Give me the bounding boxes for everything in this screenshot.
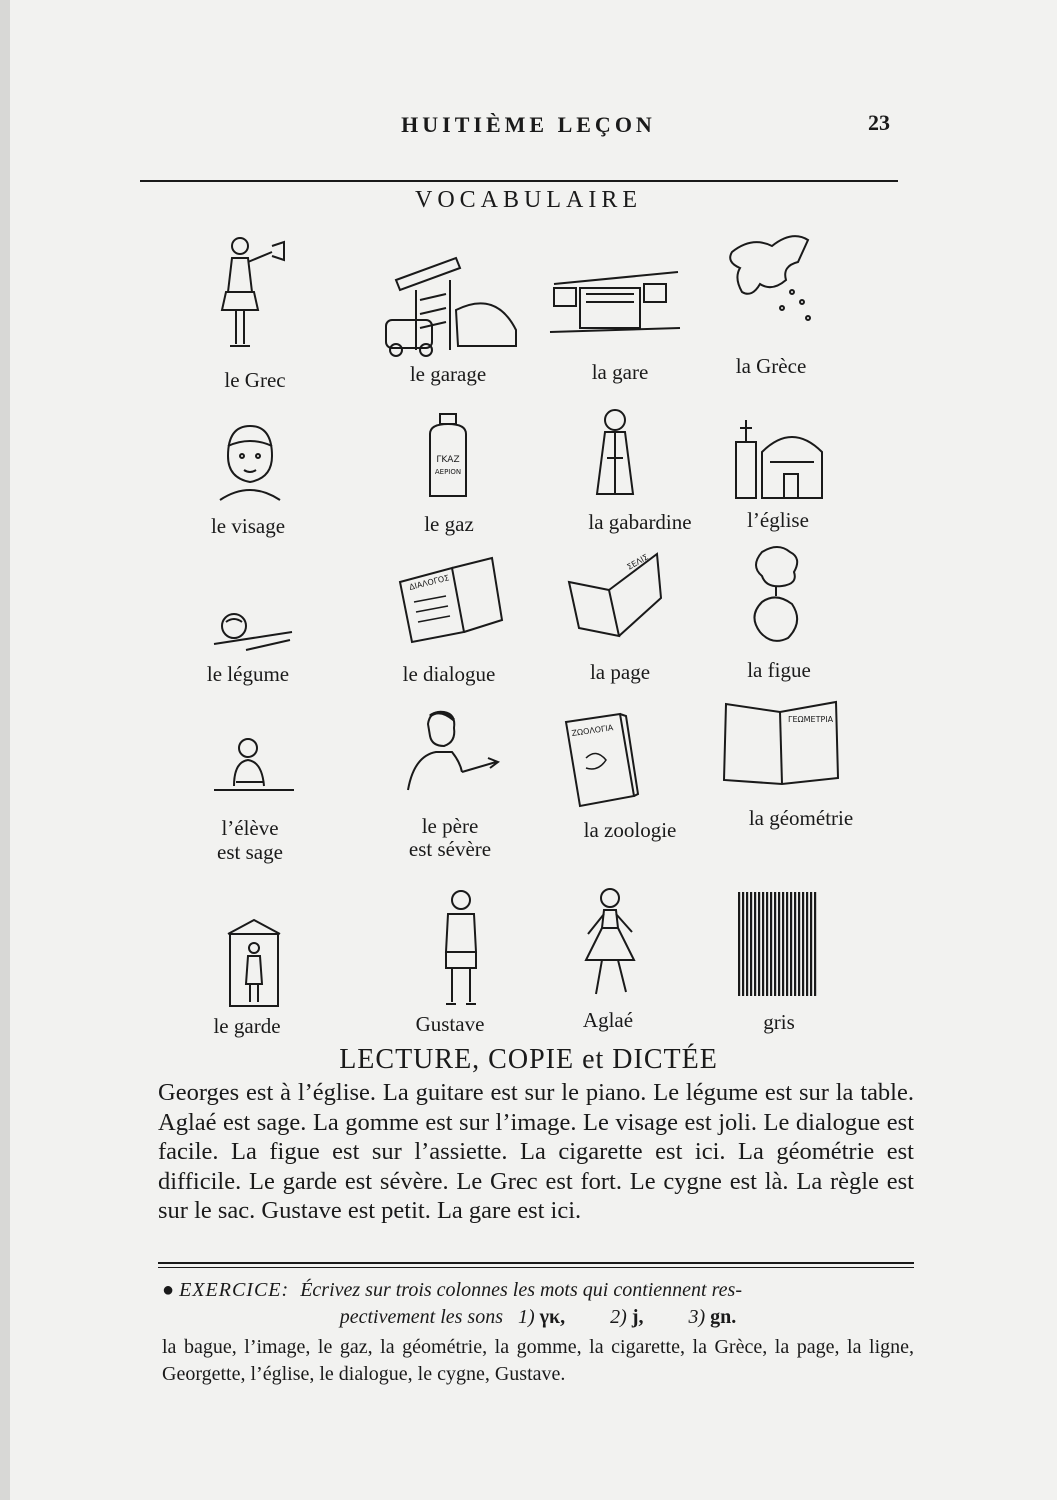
vocab-label: gris xyxy=(763,1010,795,1034)
vocab-label-line2: est sévère xyxy=(408,837,492,861)
vocab-item-la-geometrie xyxy=(720,698,890,848)
vocab-item-le-grec xyxy=(190,232,360,392)
lecture-paragraph: Georges est à l’église. La guitare est sur le piano. Le légume est sur la table. Aglaé est sage. La gomme est sur l’image. Le visage est joli. Le dialogue est facile. La figue est sur l’assiette. La cigarette est ici. La géométrie est difficile. Le garde est sévère. Le Grec est fort. Le cygne est là. La règle est sur le sac. Gustave est petit. La gare est ici. xyxy=(158,1079,914,1224)
exercise-sounds xyxy=(162,1306,914,1329)
vocabulary-title: VOCABULAIRE xyxy=(415,187,642,213)
sound-3: gn. xyxy=(710,1306,737,1328)
svg-text:ΔΙΑΛΟΓΟΣ: ΔΙΑΛΟΓΟΣ xyxy=(408,573,451,592)
vocab-label-line2: est sage xyxy=(217,840,283,864)
header-rule xyxy=(140,180,898,182)
vocab-label: la figue xyxy=(747,658,811,682)
geometry-book-icon xyxy=(720,698,844,788)
vocab-label: Gustave xyxy=(415,1012,485,1036)
vocab-label: Aglaé xyxy=(582,1008,634,1032)
vocab-item-gris xyxy=(738,892,908,1042)
raincoat-woman-icon xyxy=(585,404,645,504)
vocab-label: le visage xyxy=(210,514,286,538)
zoology-book-icon xyxy=(562,712,642,808)
vocab-item-la-gare xyxy=(540,258,710,408)
page-number: 23 xyxy=(868,110,890,135)
vocab-label: la géométrie xyxy=(748,806,854,830)
guard-in-sentry-box-icon xyxy=(224,918,284,1008)
girl-face-icon xyxy=(206,416,296,506)
sound-2-number: 2) xyxy=(610,1306,627,1328)
bullet-icon: ● xyxy=(162,1279,175,1301)
vocab-label: le garde xyxy=(213,1014,281,1038)
vocab-label-line1: le père xyxy=(421,814,479,838)
vocab-label: le légume xyxy=(206,662,290,686)
exercise-instruction-cont: pectivement les sons xyxy=(339,1306,503,1328)
gas-bottle-icon xyxy=(418,410,478,504)
vocab-item-le-gaz xyxy=(418,410,588,560)
svg-text:ΓΕΩΜΕΤΡΙΑ: ΓΕΩΜΕΤΡΙΑ xyxy=(788,715,834,724)
greece-map-icon xyxy=(712,222,832,342)
vocab-label: la gabardine xyxy=(588,510,692,534)
vocab-item-la-grece xyxy=(712,222,882,378)
vocab-label: le dialogue xyxy=(402,662,496,686)
exercise-rule-top xyxy=(158,1262,914,1264)
dialogue-book-icon xyxy=(396,556,506,646)
exercise-rule-bottom xyxy=(158,1267,914,1268)
vocab-label: la gare xyxy=(591,360,649,384)
svg-text:ΖΩΟΛΟΓΙΑ: ΖΩΟΛΟΓΙΑ xyxy=(571,723,614,738)
sound-3-number: 3) xyxy=(688,1306,706,1328)
exercise-instruction: Écrivez sur trois colonnes les mots qui contiennent res- xyxy=(300,1279,742,1301)
vocab-label: la Grèce xyxy=(735,354,807,378)
vocab-label: le Grec xyxy=(224,368,286,392)
exercise-word-list: la bague, l’image, le gaz, la géométrie, la gomme, la cigarette, la Grèce, la page, la ligne, Georgette, l’église, le dialogue, le cygne, Gustave. xyxy=(162,1336,914,1385)
church-icon xyxy=(726,412,836,502)
greek-soldier-icon xyxy=(190,232,360,362)
page-edge xyxy=(0,0,10,1500)
vocab-label-line1: l’élève xyxy=(221,816,279,840)
vocab-label: la page xyxy=(589,660,651,684)
exercise-label: EXERCICE: xyxy=(179,1279,290,1301)
vocab-item-la-zoologie xyxy=(562,712,732,862)
vocab-label: la zoologie xyxy=(583,818,677,842)
vocab-label: l’église xyxy=(747,508,809,532)
vocab-item-l-eleve xyxy=(208,736,378,886)
vocab-item-l-eglise xyxy=(726,412,896,562)
gray-swatch-icon xyxy=(738,892,820,996)
girl-aglae-icon xyxy=(580,884,640,1004)
exercise-heading xyxy=(162,1279,914,1302)
gas-bottle-label: ΓΚΑΖ xyxy=(436,455,460,465)
sound-1-number: 1) xyxy=(518,1306,535,1328)
running-title: HUITIÈME LEÇON xyxy=(401,112,656,137)
sound-2: j, xyxy=(631,1306,644,1328)
train-station-icon xyxy=(540,258,690,338)
vocab-item-la-figue xyxy=(742,542,912,692)
vocab-item-le-garage xyxy=(366,250,536,400)
vocab-label: le garage xyxy=(409,362,487,386)
pupil-at-desk-icon xyxy=(208,736,298,798)
lecture-title: LECTURE, COPIE et DICTÉE xyxy=(339,1044,718,1075)
garage-icon xyxy=(366,250,536,360)
strict-father-icon xyxy=(400,706,500,794)
fig-icon xyxy=(742,542,812,652)
svg-text:ΑΕΡΙΟΝ: ΑΕΡΙΟΝ xyxy=(434,468,462,476)
svg-text:ΣΕΛΙΣ: ΣΕΛΙΣ xyxy=(625,552,650,572)
sound-1: γκ, xyxy=(539,1306,566,1328)
vocab-item-le-visage xyxy=(206,416,376,566)
boy-gustave-icon xyxy=(436,888,486,1008)
vocabulary-vegetables-icon xyxy=(206,610,296,658)
vocab-label: le gaz xyxy=(424,512,474,536)
open-page-icon xyxy=(565,548,665,640)
